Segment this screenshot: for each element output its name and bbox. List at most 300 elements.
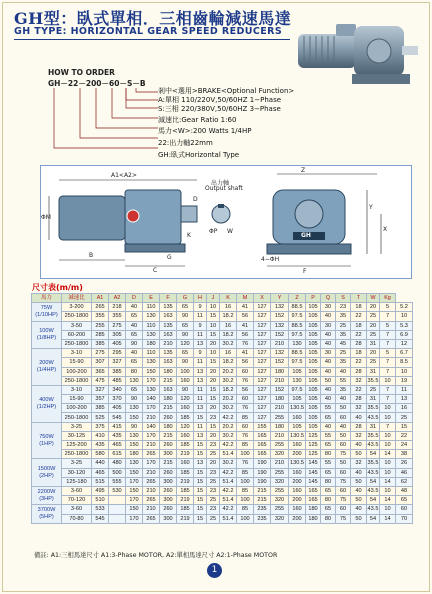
table-cell: 70-120 [62,496,92,505]
table-cell: 80 [321,514,336,523]
label-b: B [89,252,94,259]
table-row [32,395,413,404]
page-number: 1 [207,563,222,578]
table-cell: 180 [271,367,289,376]
table-cell: 46 [396,468,413,477]
column-header: J [207,294,220,303]
table-cell: 320 [271,477,289,486]
table-cell: 30-125 [62,431,92,440]
table-cell: 545 [109,413,126,422]
table-cell: 185 [177,441,194,450]
table-cell: 54 [367,450,380,459]
table-cell: 110 [143,303,160,312]
table-cell: 125-180 [62,477,92,486]
table-cell: 265 [143,450,160,459]
table-cell: 127 [254,385,271,394]
table-cell: 25 [367,358,380,367]
table-cell: 51.4 [220,450,237,459]
table-cell: 135 [160,321,177,330]
table-cell: 65 [396,496,413,505]
column-header: Y [271,294,289,303]
table-cell: 215 [160,459,177,468]
table-cell: 105 [306,339,321,348]
hp-cell: 400W (1/2HP) [32,385,62,422]
table-cell: 190 [254,468,271,477]
table-cell: 615 [109,450,126,459]
option-horizontal-type: GH:臥式Horizontal Type [158,151,240,159]
table-cell: 20.2 [220,367,237,376]
table-cell: 105 [306,404,321,413]
table-cell: 40 [351,468,367,477]
table-cell: 235 [254,514,271,523]
table-row [32,431,413,440]
table-cell: 300 [160,450,177,459]
label-output-shaft: 出力軸 [211,180,230,187]
option-watts: 馬力<W>:200 Watts 1/4HP [158,127,252,135]
table-cell: 30-120 [62,468,92,477]
option-gear-ratio: 減速比:Gear Ratio 1:60 [158,116,237,124]
table-cell: 160 [289,441,306,450]
table-cell: 9 [194,321,207,330]
table-cell: 180 [160,395,177,404]
table-row [32,514,413,523]
table-cell: 185 [177,468,194,477]
table-cell: 170 [126,477,143,486]
table-cell: 170 [143,376,160,385]
table-cell: 132 [271,303,289,312]
table-cell: 163 [160,330,177,339]
table-cell: 185 [177,413,194,422]
table-cell: 3-25 [62,422,92,431]
label-four-phi-h: 4−ΦH [261,256,280,263]
table-cell: 51.4 [220,514,237,523]
label-phi-m: ΦM [41,214,51,221]
table-cell: 275 [109,321,126,330]
table-cell: 65 [321,505,336,514]
table-cell: 16 [220,303,237,312]
table-cell: 160 [289,486,306,495]
table-cell: 320 [271,450,289,459]
table-cell: 43.5 [367,488,379,495]
table-cell: 260 [160,505,177,514]
table-row [32,496,413,505]
table-cell: 127 [254,404,271,413]
column-header: K [220,294,237,303]
table-cell: 327 [109,358,126,367]
table-cell: 200 [289,496,306,505]
table-cell: 130 [126,459,143,468]
table-cell: 6.9 [396,330,413,339]
table-cell: 130 [143,385,160,394]
brand-plate: GH [301,232,311,239]
table-cell: 127 [254,367,271,376]
table-cell: 495 [92,486,109,495]
table-cell: 3-60 [62,505,92,514]
table-cell: 25 [207,496,220,505]
table-cell: 465 [92,468,109,477]
table-cell: 76 [237,404,254,413]
label-w: W [227,228,233,235]
table-cell: 22 [396,431,413,440]
table-cell: 190 [254,459,271,468]
table-cell: 40 [336,367,351,376]
table-cell: 7 [380,395,396,404]
table-cell: 10 [380,505,396,514]
table-cell: 190 [254,477,271,486]
table-row [32,385,413,394]
table-cell: 385 [92,404,109,413]
table-row [32,349,413,358]
table-cell: 55 [321,459,336,468]
table-cell: 200 [289,450,306,459]
table-cell: 255 [271,441,289,450]
table-cell: 130.5 [290,460,304,467]
table-cell: 25 [336,321,351,330]
table-cell: 40 [351,486,367,495]
table-cell: 20.2 [220,422,237,431]
table-cell: 132 [271,321,289,330]
table-cell: 180 [143,339,160,348]
table-cell: 13 [194,459,207,468]
table-cell: 16 [220,349,237,358]
table-cell: 125 [306,450,321,459]
column-header: E [143,294,160,303]
column-header: A1 [92,294,109,303]
table-cell: 152 [271,358,289,367]
table-cell: 10 [380,459,396,468]
table-cell: 16 [220,321,237,330]
table-cell: 130 [289,376,306,385]
table-cell: 48 [396,486,413,495]
table-cell: 28 [351,367,367,376]
table-cell: 10 [396,312,413,321]
table-cell: 215 [160,431,177,440]
table-cell: 15 [207,395,220,404]
table-cell [109,514,126,523]
how-to-order-heading: HOW TO ORDER [48,68,115,77]
table-cell: 100-200 [62,404,92,413]
table-cell: 525 [92,413,109,422]
table-cell: 440 [92,459,109,468]
table-row [32,358,413,367]
hp-cell: 75W (1/10HP) [32,303,62,321]
table-cell: 11 [396,385,413,394]
table-cell: 90 [177,385,194,394]
table-cell: 580 [92,450,109,459]
option-output-shaft: 22:出力軸22mm [158,139,213,147]
table-cell: 8.5 [396,358,413,367]
table-cell: 15 [396,422,413,431]
table-cell: 100 [237,514,254,523]
table-cell: 210 [271,404,289,413]
table-cell: 65 [321,468,336,477]
table-cell: 160 [289,468,306,477]
table-cell: 13 [396,395,413,404]
table-row [32,450,413,459]
table-cell: 65 [126,330,143,339]
table-cell: 255 [271,413,289,422]
table-cell: 210 [143,413,160,422]
table-cell: 127 [254,349,271,358]
table-cell: 80 [126,367,143,376]
table-cell: 75 [336,496,351,505]
table-row [32,413,413,422]
table-cell: 3-10 [62,349,92,358]
table-cell: 9 [194,303,207,312]
table-cell: 260 [160,441,177,450]
table-cell: 90 [126,422,143,431]
table-cell: 125 [306,441,321,450]
table-cell: 130 [143,358,160,367]
table-cell: 10 [380,376,396,385]
table-cell: 105 [306,303,321,312]
table-cell: 20 [367,349,380,358]
table-cell: 185 [177,486,194,495]
table-cell: 10 [380,468,396,477]
label-z: Z [301,167,306,174]
table-cell: 42.2 [220,486,237,495]
column-header: X [254,294,271,303]
table-cell: 90 [126,395,143,404]
table-cell: 210 [143,468,160,477]
table-cell: 15 [207,312,220,321]
table-cell: 127 [254,413,271,422]
column-header: 減速比 [62,294,92,303]
table-cell: 18.2 [220,358,237,367]
table-cell: 300 [160,477,177,486]
table-cell: 50 [321,376,336,385]
hp-cell: 750W (1HP) [32,422,62,459]
table-cell: 485 [109,376,126,385]
table-cell: 160 [177,376,194,385]
table-cell: 18.2 [220,385,237,394]
table-cell: 20 [367,303,380,312]
column-header: W [367,294,380,303]
table-cell: 26 [396,459,413,468]
table-cell: 260 [160,413,177,422]
table-cell: 23 [207,486,220,495]
table-cell: 100 [237,450,254,459]
table-cell: 3-60 [62,486,92,495]
table-cell: 375 [92,422,109,431]
table-cell: 180 [160,422,177,431]
table-row [32,303,413,312]
table-cell: 80 [321,496,336,505]
table-cell: 285 [92,330,109,339]
table-cell: 219 [177,496,194,505]
table-cell: 250-1800 [62,376,92,385]
table-cell: 75 [336,450,351,459]
table-cell: 54 [367,496,380,505]
table-cell: 30.2 [220,339,237,348]
table-cell: 5 [380,321,396,330]
table-cell: 165 [254,450,271,459]
table-cell: 385 [109,367,126,376]
table-cell: 14 [380,514,396,523]
table-cell: 355 [109,312,126,321]
table-cell: 15 [194,505,207,514]
table-cell: 130 [289,339,306,348]
table-cell: 130 [126,431,143,440]
label-c: C [153,267,158,274]
table-row [32,486,413,495]
table-cell: 23 [207,468,220,477]
table-cell: 130.5 [290,405,304,412]
table-cell: 475 [92,376,109,385]
table-cell [109,496,126,505]
table-cell: 10 [207,349,220,358]
table-cell: 6.7 [396,349,413,358]
table-cell: 7 [380,358,396,367]
table-cell: 250-1800 [62,413,92,422]
table-cell: 15 [207,422,220,431]
table-cell: 130.5 [290,432,304,439]
table-cell: 180 [126,450,143,459]
table-cell: 3-200 [62,303,92,312]
table-cell: 11 [194,358,207,367]
table-cell: 35.5 [367,460,379,467]
table-cell: 23 [207,505,220,514]
table-cell: 510 [92,496,109,505]
table-cell: 130 [126,376,143,385]
table-cell: 35 [336,385,351,394]
table-cell: 42.2 [220,441,237,450]
table-cell: 555 [109,477,126,486]
table-cell: 56 [237,385,254,394]
table-cell: 51.4 [220,496,237,505]
table-cell: 55 [321,431,336,440]
table-cell: 40 [321,395,336,404]
table-cell: 18 [351,321,367,330]
table-cell: 127 [254,321,271,330]
table-cell: 50 [351,514,367,523]
table-cell: 30.2 [220,376,237,385]
table-cell: 41 [237,321,254,330]
table-cell: 40 [351,413,367,422]
table-cell: 10 [380,404,396,413]
table-cell: 320 [271,514,289,523]
column-header: Q [321,294,336,303]
table-cell: 150 [126,486,143,495]
table-row [32,459,413,468]
table-cell: 25 [207,450,220,459]
table-cell: 170 [143,431,160,440]
table-cell: 170 [143,459,160,468]
table-cell: 210 [143,505,160,514]
table-cell: 14 [380,477,396,486]
table-cell: 56 [237,358,254,367]
table-cell: 60 [237,422,254,431]
table-cell: 160 [177,431,194,440]
title-divider [14,39,290,40]
table-cell: 9 [194,349,207,358]
table-cell: 35.5 [367,405,379,412]
table-cell: 60 [336,505,351,514]
table-cell: 42.2 [220,468,237,477]
table-cell: 55 [321,404,336,413]
table-cell: 65 [126,385,143,394]
table-cell: 105 [289,395,306,404]
table-cell: 130 [143,312,160,321]
label-f: F [303,268,307,275]
table-cell: 150 [143,367,160,376]
table-cell: 20 [207,431,220,440]
table-cell: 405 [109,404,126,413]
table-cell: 210 [271,376,289,385]
table-cell: 25 [367,385,380,394]
table-cell: 20 [367,321,380,330]
table-cell: 250-1800 [62,450,92,459]
table-cell: 250-1800 [62,312,92,321]
table-cell: 40 [321,367,336,376]
table-cell: 7 [380,312,396,321]
table-row [32,477,413,486]
table-cell: 40 [321,358,336,367]
table-cell: 105 [306,413,321,422]
table-row [32,312,413,321]
table-cell: 31 [367,395,380,404]
table-cell: 180 [271,422,289,431]
table-cell: 40 [351,505,367,514]
table-cell: 20 [207,404,220,413]
table-cell: 150 [126,441,143,450]
table-cell: 14 [380,450,396,459]
label-y: Y [369,204,373,211]
table-cell: 50 [336,431,351,440]
table-cell: 60 [237,395,254,404]
table-cell: 40 [126,321,143,330]
table-cell: 15 [194,477,207,486]
table-cell: 20.2 [220,395,237,404]
table-cell: 22 [351,358,367,367]
table-cell: 85 [237,441,254,450]
table-cell: 28 [351,422,367,431]
table-cell: 41 [237,303,254,312]
table-cell: 15 [194,486,207,495]
table-cell: 127 [254,312,271,321]
table-row [32,321,413,330]
table-cell: 415 [109,422,126,431]
table-cell: 20 [207,339,220,348]
table-header-row [32,294,413,303]
table-cell: 55 [336,376,351,385]
order-code-leaders [40,86,160,164]
label-g: G [167,254,172,261]
table-cell: 40 [126,303,143,312]
table-cell: 127 [254,376,271,385]
table-cell: 105 [306,422,321,431]
table-cell: 75 [336,514,351,523]
table-cell: 327 [92,385,109,394]
table-cell: 60 [237,367,254,376]
table-cell: 140 [143,422,160,431]
table-cell: 40 [321,385,336,394]
table-cell: 28 [351,395,367,404]
table-cell: 160 [177,404,194,413]
table-cell: 215 [254,496,271,505]
table-cell: 15 [194,496,207,505]
table-cell: 170 [143,404,160,413]
table-cell: 5.2 [396,303,413,312]
table-cell: 515 [92,477,109,486]
table-cell: 5.3 [396,321,413,330]
table-cell: 15-90 [62,358,92,367]
table-cell: 13 [194,376,207,385]
table-cell: 152 [271,330,289,339]
table-cell: 307 [92,358,109,367]
table-cell: 38 [396,450,413,459]
table-cell: 50 [351,496,367,505]
